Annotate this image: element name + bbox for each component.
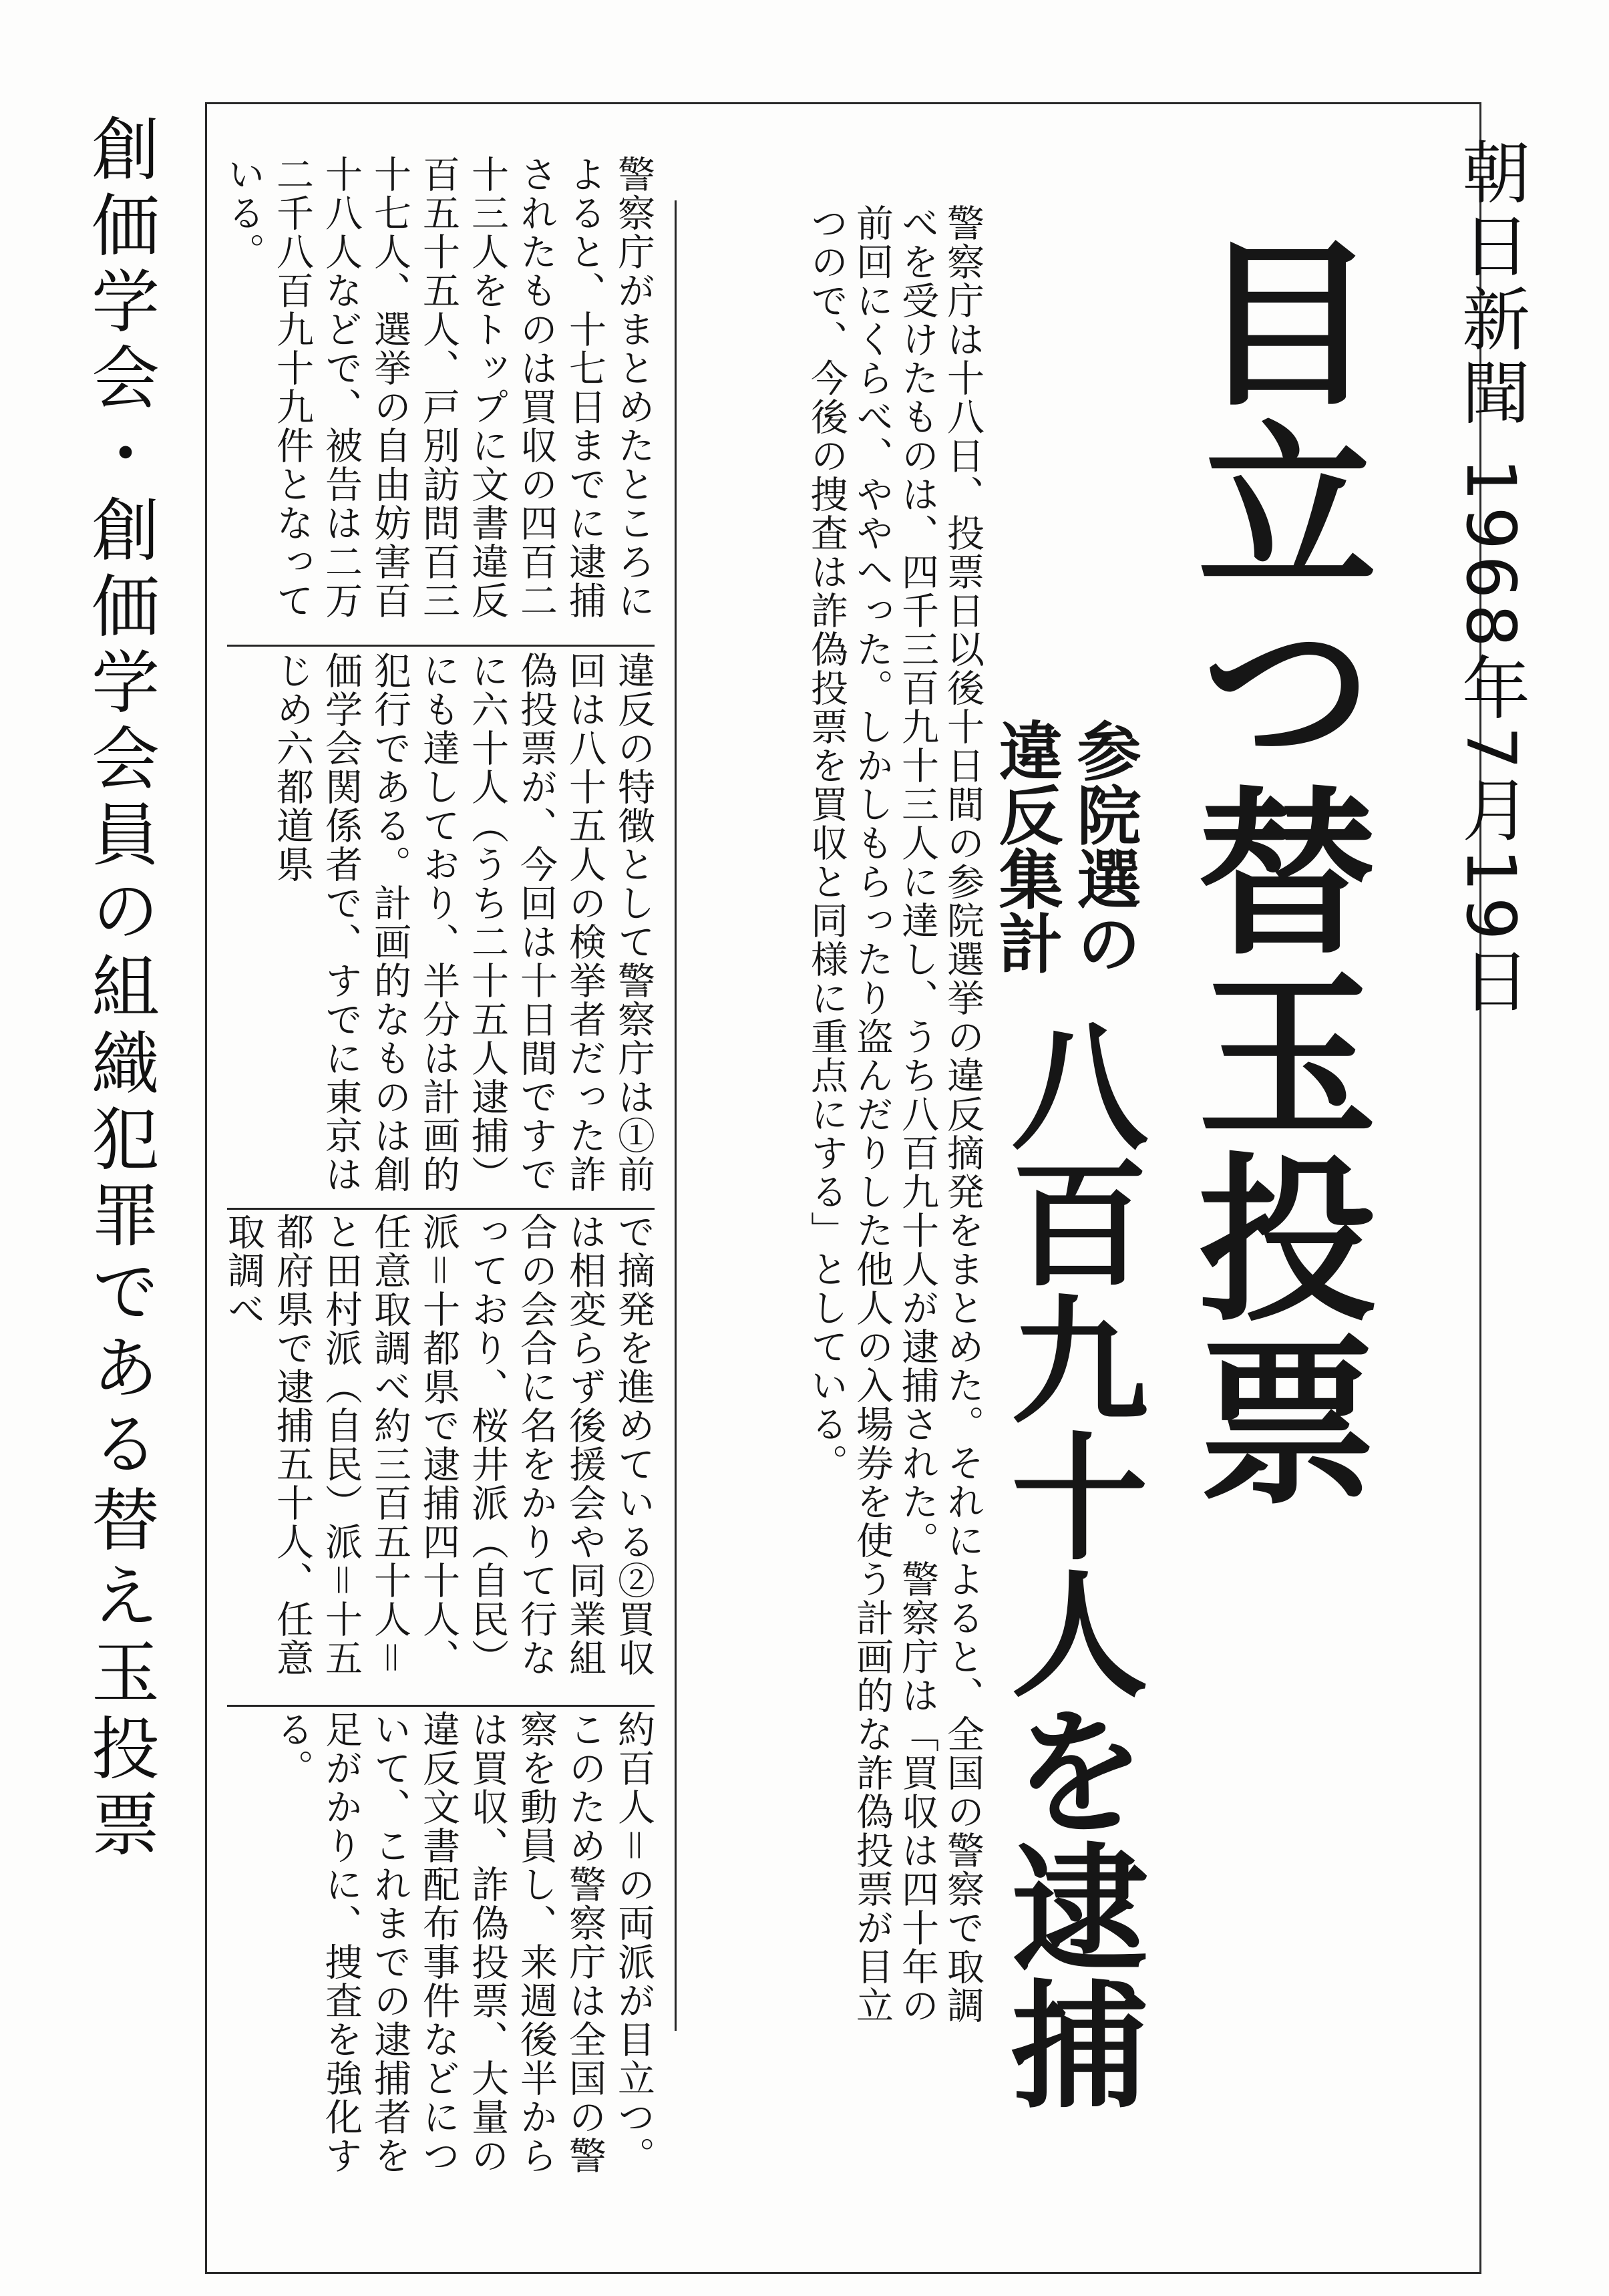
headline-main: 目立つ替玉投票 (1168, 230, 1376, 1512)
article-lead: 警察庁は十八日、投票日以後十日間の参院選挙の違反摘発をまとめた。それによると、全国の警察で取調べを受けたものは、四千三百九十三人に達し、うち八百九十人が逮捕された。警察庁は「買収は四十年の前回にくらべ、ややへった。しかしもらったり盗んだりした他人の入場券を使う計画的な詐偽投票が目立つので、今後の捜査は詐偽投票を買収と同様に重点にする」としている。 (805, 204, 985, 2025)
article-block-4: 約百人＝の両派が目立つ。このため警察庁は全国の警察を動員し、来週後半からは買収、詐偽投票、大量の違反文書配布事件などについて、これまでの逮捕者を足がかりに、捜査を強化する。 (271, 1710, 655, 2175)
block-divider (227, 645, 655, 647)
article-block-3: で摘発を進めている②買収は相変らず後援会や同業組合の会合に名をかりて行なっており、桜井派（自民）派＝十都県で逮捕四十人、任意取調べ約三百五十人＝と田村派（自民）派＝十五都府県で逮捕五十人、任意取調べ (222, 1212, 655, 1677)
subtitle-line2: 違反集計 (989, 718, 1063, 975)
handwritten-caption-note: 創価学会・創価学会員の組織犯罪である替え玉投票 (80, 114, 160, 1865)
block-divider (227, 1208, 655, 1210)
block-divider (227, 1705, 655, 1707)
handwritten-date-note: 朝日新聞 1968年7月19日 (1451, 137, 1530, 1019)
article-block-2: 違反の特徴として警察庁は①前回は八十五人の検挙者だった詐偽投票が、今回は十日間ですでに六十人（うち二十五人逮捕）にも達しており、半分は計画的犯行である。計画的なものは創価学会関係者で、すでに東京はじめ六都道県 (271, 651, 655, 1194)
column-divider (675, 200, 677, 2031)
headline-sub: 八百九十人を逮捕 (988, 1015, 1147, 2111)
article-block-1: 警察庁がまとめたところによると、十七日までに逮捕されたものは買収の四百二十三人をトップに文書違反百五十五人、戸別訪問百三十七人、選挙の自由妨害百十八人などで、被告は二万二千八百九十九件となっている。 (222, 155, 655, 620)
subtitle-line1: 参院選の (1067, 718, 1141, 975)
